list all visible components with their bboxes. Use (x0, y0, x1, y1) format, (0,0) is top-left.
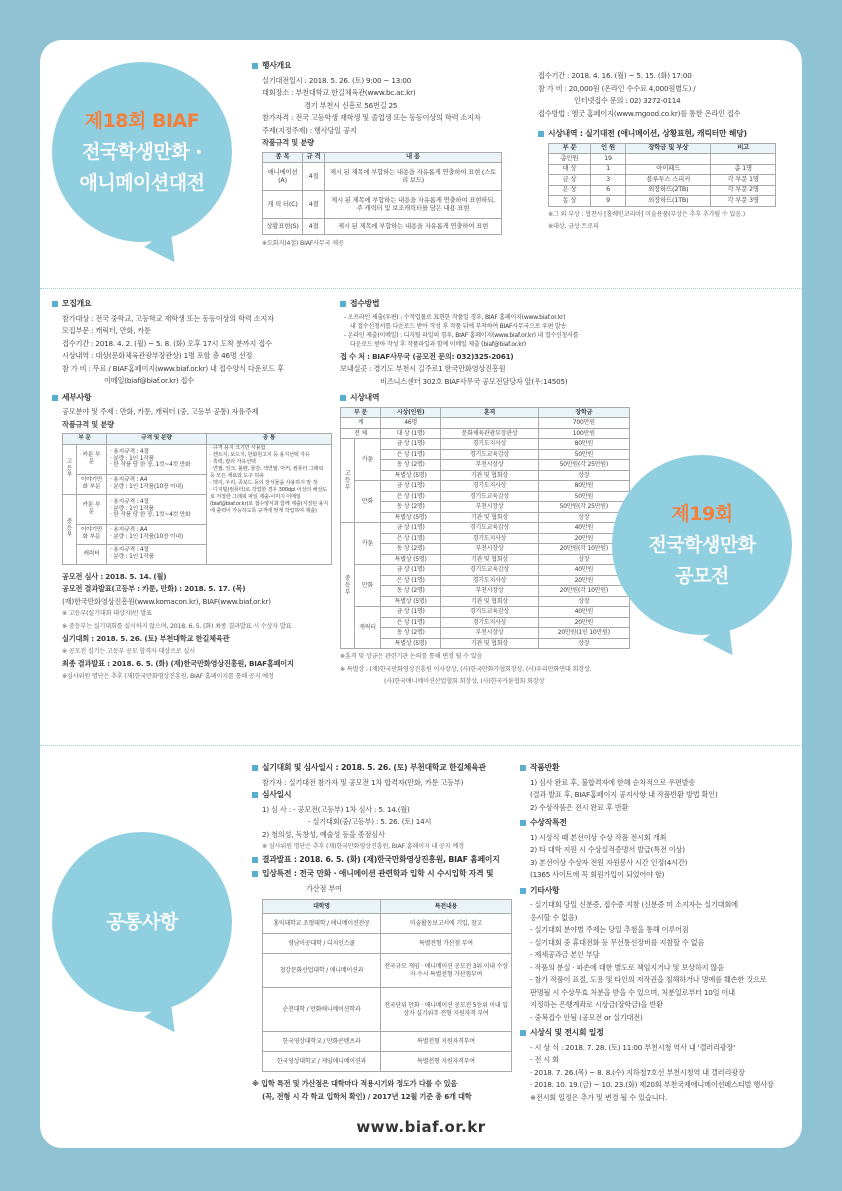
info-line: - 제세공과금 본인 부담 (530, 950, 600, 959)
biaf19-title-line3: 공모전 (675, 564, 729, 587)
info-line: 경기 부천시 신흥로 56번길 25 (304, 100, 398, 110)
table-cell: 제시 된 제목에 부합하는 내용을 자유롭게 연출하여 표현하되, 주 캐릭터 및 보조캐릭터를 담은 내용 표현 (325, 191, 502, 219)
biaf19-overview (52, 298, 332, 683)
note: ※ 중등부는 실기대회를 실시하지 않으며, 2018. 6. 5. (화) 최종 결과발표 시 수상자 발표 (62, 622, 292, 630)
biaf19-title-bubble (612, 455, 792, 635)
table-cell: 영남이공대학 / 디지인스쿨 (263, 934, 381, 954)
table-cell: 50만원(각 25만원) (538, 502, 629, 513)
table-cell: 40만원 (538, 565, 629, 576)
common-left (252, 762, 512, 1103)
table-cell: 한국영상대학교 / 만화콘텐츠과 (263, 1032, 381, 1052)
table-cell: · 규격 용지 크기만 사용함 · 켄트지, 보드지, 한화원고지 등 용지선택 자유 · 흑백, 칼라 자유선택 · 연필, 잉크, 볼펜, 물감, 색연필, 마커, 컴퓨터 그래픽 등 모든 재료와 도구 허용 · 맥지, 우리, 종보드 등의 장식물을 사용하지 말 것 · 디지털(컴퓨터)로 작업한 경우 300dpi 이상의 해상도로 저장한 그래픽 파일 제출-이미지 이메일 (biaf@biaf.or.kr)로 접수양식과 함께 제출(지정된 용지에 출력이 가능하도록 규격에 맞게 작업하여 제출) (207, 444, 332, 564)
table-cell: 은 상 (1명) (381, 491, 441, 502)
info-line: 주제(지정주제) : 행사당일 공지 (262, 125, 357, 135)
table-cell: 50만원 (538, 449, 629, 460)
section-heading: 행사개요 (252, 60, 532, 73)
table-cell: 은 상 (1명) (381, 533, 441, 544)
table-cell: 동 상 (2명) (381, 544, 441, 555)
table-cell: 은 상 (1명) (381, 449, 441, 460)
table-cell: 20만원(1인 10만원) (538, 628, 629, 639)
table-header: 대학명 (263, 900, 381, 914)
table-header: 부 문 (341, 407, 381, 418)
subheading: 작품규격 및 분량 (262, 138, 314, 147)
table-cell: 금 상 (1명) (381, 565, 441, 576)
info-line: - 참가 작품이 표절, 도용 및 타인의 저작권을 침해하거나 명예를 훼손한 것으로 (530, 975, 767, 984)
info-line: 접수기간 : 2018. 4. 2. (월) ~ 5. 8. (화) 오후 17시 도착 분까지 접수 (62, 338, 272, 348)
table-cell: 4절 (303, 163, 325, 191)
info-line: 참 가 비 : 무료 / BIAF홈페이지(www.biaf.or.kr) 내 접수양식 다운로드 후 (62, 363, 284, 373)
section-heading: 모집개요 (52, 298, 332, 311)
info-line: (1365 사이트에 꼭 회원가입이 되었어야 함) (530, 870, 665, 879)
info-line: 2) 타 대학 지원 시 수상실적증명서 발급(특전 이상) (530, 845, 685, 854)
info-line: 공모분야 및 주제 : 만화, 카툰, 캐릭터 (중, 고등부 공통) 자유주제 (62, 407, 259, 416)
table-cell: 동 상 (2명) (381, 460, 441, 471)
info-line: 3) 본선이상 수상자 전원 자원봉사 시간 인정(4시간) (530, 857, 688, 867)
table-cell: 순천대학 / 만화애니메이션학과 (263, 988, 381, 1032)
table-cell: 청강문화산업대학 / 애니메이션과 (263, 954, 381, 988)
table-cell: 중등부 (341, 523, 355, 649)
info-line: 판명될 시 수상무효 처분을 받을 수 있으며, 처분일로부터 10일 이내 (530, 987, 735, 997)
table-cell: 20만원 (538, 575, 629, 586)
table-cell: 부천시장상 (441, 502, 538, 513)
table-cell: 40만원 (538, 523, 629, 534)
table-cell: 카툰 부문 (77, 444, 107, 474)
table-header: 규 격 (303, 152, 325, 163)
table-cell: 상장 (538, 512, 629, 523)
info-line: 모집부문 : 캐릭터, 만화, 카툰 (62, 326, 151, 335)
table-cell: 만화 (355, 565, 381, 607)
info-line: 접수방법 : 엠굿 홈페이지(www.mgood.co.kr)를 통한 온라인 접수 (538, 108, 741, 118)
table-header: 특전내용 (381, 900, 512, 914)
info-line: 실기대전일시 : 2018. 5. 26. (토) 9:00 ~ 13:00 (262, 75, 412, 85)
table-cell: 경기도지사상 (441, 439, 538, 450)
table-header: 부 문 (549, 143, 591, 154)
table-cell: 은 상 (1명) (381, 575, 441, 586)
section-heading: 수상작특전 (520, 817, 798, 830)
biaf19-title-line1: 제19회 (671, 502, 733, 525)
subheading: 작품규격 및 분량 (62, 419, 114, 429)
table-cell: 경기도지사상 (441, 533, 538, 544)
info-line: 대회장소 : 부천대학교 한길체육관(www.bc.ac.kr) (262, 88, 416, 97)
table-cell: 특별전형 가산점 부여 (381, 934, 512, 954)
table-cell: 금 상 (1명) (381, 607, 441, 618)
divider (40, 745, 802, 746)
table-cell: 동 상 (2명) (381, 628, 441, 639)
table-cell: 카툰 부문 (77, 494, 107, 524)
table-header: 인 원 (590, 143, 625, 154)
biaf18-apply (538, 70, 788, 234)
table-cell: 50만원 (538, 491, 629, 502)
table-cell: 미술활동보고서에 기입, 참고 (381, 914, 512, 934)
table-cell: · 용지규격 : 4절 · 분량 : 1인 1작품 · 한 작품 당 한 장, 1컷~4컷 만화 (107, 444, 207, 474)
table-cell: 9 (590, 196, 625, 207)
info-line: - 중복접수 안됨 (공모전 or 실기대전) (530, 1012, 643, 1022)
table-cell: 캐릭터 (77, 544, 107, 564)
table-cell: 700만원 (538, 418, 629, 429)
info-line: 인터넷접수 문의 : 02) 3272-0114 (574, 96, 681, 105)
table-cell: 46명 (381, 418, 441, 429)
table-cell: 애니메이션 (A) (263, 163, 303, 191)
table-cell: 기관 및 협회상 (441, 470, 538, 481)
info-line: 다운로드 받아 작성 후 작품파일과 함께 이메일 제출 (biaf@biaf.or.kr) (350, 340, 526, 348)
table-header: 부 문 (63, 434, 107, 445)
table-cell: 상장 (538, 638, 629, 649)
table-cell: 게 릭 터(C) (263, 191, 303, 219)
table-cell: 금 상 (1명) (381, 481, 441, 492)
table-cell: 경기도지사상 (441, 617, 538, 628)
table-cell: 전 체 (341, 428, 381, 439)
table-cell: 100만원 (538, 428, 629, 439)
info-line: 시상내역 : 대상(문화체육관광부장관상) 1명 포함 총 46명 선정 (62, 351, 253, 360)
info-line: · 2018. 7. 26.(목) ~ 8. 8.(수) 지하철7호선 부천시청역 내 갤러리광장 (530, 1067, 745, 1077)
info-line: - 실기대회(중/고등부) : 5. 26. (토) 14시 (308, 817, 432, 826)
table-header: 장학금 (538, 407, 629, 418)
note: ※도화지(4절) BIAF사무국 제공 (262, 240, 344, 247)
info-line: 참가대상 : 전국 중학교, 고등학교 재학생 또는 동등이상의 학력 소지자 (62, 313, 274, 323)
section-heading: 결과발표 : 2018. 6. 5. (화) (재)한국만화영상진흥원, BIAF 홈페이지 (252, 854, 512, 867)
table-cell: 경기도교육감상 (441, 565, 538, 576)
table-cell: 경기도교육감상 (441, 491, 538, 502)
info-line: 지정하는 은행계좌로 시상금(장학금)을 반환 (530, 1000, 663, 1009)
table-header: 훈격 (441, 407, 538, 418)
note: ※ 특별상 : (재)한국만화영상진흥원 이사장상, (사)한국만화가협회장상, (사)우리만화연대 회장상, (340, 665, 592, 673)
table-cell: 특별상 (5명) (381, 596, 441, 607)
note: ※훈격 및 상금은 관련기관 논의를 통해 변경 될 수 있음 (340, 653, 483, 660)
biaf18-title-bubble (52, 62, 232, 242)
note: ※그 외 부상 : 협찬사 [홀베인코리아] 미술용품(부상은 추후 추가될 수 있음.) (548, 210, 745, 218)
table-cell: 카툰 (355, 523, 381, 565)
table-cell: 홍익대학교 조형대학 / 애니메이션전공 (263, 914, 381, 934)
note: ※ 공모전 실기는 고등부 공모 합격자 대상으로 실시 (62, 647, 195, 655)
table-cell: 4절 (303, 191, 325, 219)
info-line: 보내실곳 : 경기도 부천시 길주로1 한국만화영상진흥원 (340, 364, 506, 373)
table-cell: 금 상 (1명) (381, 523, 441, 534)
table-cell: · 용지규격 : 4절 · 분량 : 1인 1작품 (107, 544, 207, 564)
note: (꼭, 전형 시 각 학교 입학처 확인) / 2017년 12월 기준 총 6개 대학 (262, 1091, 472, 1101)
table-cell (441, 418, 538, 429)
note: ※심사위원 명단은 추후 (재)한국만화영상진흥원, BIAF 홈페이지를 통해 공지 예정 (62, 672, 274, 680)
section-heading: 세부사항 (52, 392, 332, 405)
table-cell: 경기도교육감상 (441, 523, 538, 534)
section-heading: 심사일시 (252, 789, 512, 802)
note: ※대상, 금상 트로피 (548, 223, 599, 230)
info-line: 참가자격 : 전국 고등학생 재학생 및 졸업생 또는 동등이상의 학력 소지자 (262, 113, 481, 122)
table-cell: 4절 (303, 219, 325, 235)
info-line: 접수기간 : 2018. 4. 16. (월) ~ 5. 15. (화) 17:00 (538, 71, 692, 80)
table-cell: 20만원 (538, 533, 629, 544)
common-title: 공통사항 (106, 910, 178, 933)
section-heading: 작품반환 (520, 762, 798, 775)
table-cell: · 용지규격 : 4절 · 분량 : 1인 1작품 · 한 작품 당 한 장, 1컷~4컷 만화 (107, 494, 207, 524)
table-cell: 계 (341, 418, 381, 429)
table-cell: 특별상 (5명) (381, 512, 441, 523)
biaf18-title-line1: 제18회 BIAF (84, 109, 200, 132)
university-table (262, 899, 512, 1072)
table-cell: 상장 (538, 554, 629, 565)
table-cell: 80만원 (538, 439, 629, 450)
note: (사)한국애니메이션산업협회 회장상, (사)한국카툰협회 회장상 (384, 678, 545, 685)
table-cell: 경기도지사상 (441, 575, 538, 586)
table-cell: 아이패드 (626, 164, 711, 175)
table-cell: 기관 및 협회상 (441, 554, 538, 565)
info-line: 1) 시상식 때 본선이상 수상 작품 전시회 개최 (530, 832, 667, 842)
info-line: - 실기대회 당일 신분증, 접수증 지참 (신분증 미 소지자는 실기대회에 (530, 900, 738, 909)
divider (40, 288, 802, 289)
info-line: 2) 수상작품은 전시 완료 후 반환 (530, 802, 629, 812)
table-cell: 금 상 (549, 175, 591, 186)
section-heading: 기타사항 (520, 885, 798, 898)
table-cell: 부천시장상 (441, 460, 538, 471)
table-cell: 6 (590, 185, 625, 196)
prize-table (340, 407, 630, 650)
section-heading: 시상식 및 전시회 일정 (520, 1027, 798, 1040)
table-cell: 카툰 (355, 439, 381, 481)
table-cell: 경기도지사상 (441, 481, 538, 492)
spec-table (262, 152, 502, 236)
table-cell: 각 부문 2명 (711, 185, 776, 196)
note: ※ 입학 특전 및 가산점은 대학마다 적용시기와 정도가 다를 수 있음 (252, 1079, 458, 1088)
info-line: - 실기대회 중 휴대전화 등 무선통신장비를 지참할 수 없음 (530, 937, 705, 947)
info-line: 공모전 심사 : 2018. 5. 14. (월) (62, 571, 167, 581)
table-cell: 문화체육관광부장관상 (441, 428, 538, 439)
info-line: 응시할 수 없음) (530, 912, 578, 922)
info-line: - 오프라인 제출(우편) : 수작업물로 표현한 작품일 경우, BIAF 홈페이지(www.biaf.or.kr) (344, 313, 566, 321)
table-cell: 금 상 (1명) (381, 439, 441, 450)
website-footer[interactable]: www.biaf.or.kr (356, 1118, 486, 1136)
table-cell: 부천시장상 (441, 544, 538, 555)
common-right (520, 762, 798, 1104)
table-cell: 특별상 (5명) (381, 638, 441, 649)
table-cell: 기관 및 협회상 (441, 512, 538, 523)
table-cell: 40만원 (538, 607, 629, 618)
table-cell: 만화 (355, 481, 381, 523)
info-line: 비즈니스센터 302호 BIAF사무국 공모전담당자 앞(우:14505) (380, 376, 568, 386)
table-cell: 20만원(각 10만원) (538, 544, 629, 555)
table-cell: 전국단위 만화 · 애니메이션 공모전 5등위 이내 입상자 실기위주 전형 지원자격 부여 (381, 988, 512, 1032)
table-cell: 고등부 (63, 444, 77, 494)
table-header: 내 용 (325, 152, 502, 163)
section-heading: 시상내역 (340, 392, 640, 405)
table-header: 시상(인원) (381, 407, 441, 418)
table-cell: · 용지규격 : A4 · 분량 : 1인 1작품(10장 이내) (107, 524, 207, 544)
info-line: 공모전 결과발표(고등부 : 카툰, 만화) : 2018. 5. 17. (목) (62, 584, 246, 593)
table-cell: 19 (590, 154, 625, 165)
table-cell: 각 부문 3명 (711, 196, 776, 207)
table-cell: 이야기만화 부문 (77, 474, 107, 494)
biaf19-title-line2: 전국학생만화 (648, 533, 756, 556)
award-table (548, 143, 776, 207)
table-cell: 상장 (538, 470, 629, 481)
table-cell: 기관 및 협회상 (441, 596, 538, 607)
info-line: 1) 심사 완료 후, 불합격자에 한해 순차적으로 우편발송 (530, 777, 696, 787)
table-cell: 동 상 (2명) (381, 586, 441, 597)
info-line: 참가자 : 실기대전 참가자 및 공모전 1차 합격자(만화, 카툰 고등부) (262, 777, 464, 787)
info-line: 2) 청의성, 독창성, 예술성 등을 종점심사 (262, 829, 385, 839)
table-cell: 총인원 (549, 154, 591, 165)
table-cell: 총 1명 (711, 164, 776, 175)
info-line: (결과 발표 후, BIAF홈페이지 공지사항 내 작품반환 방법 확인) (530, 790, 718, 799)
table-cell: 부천시장상 (441, 628, 538, 639)
table-cell: 대 상 (549, 164, 591, 175)
table-header: 규격 및 분량 (107, 434, 207, 445)
biaf18-title-line2: 전국학생만화 · (82, 140, 202, 163)
table-cell: 외장하드(2TB) (626, 185, 711, 196)
info-line: 참 가 비 : 20,000원 (온라인 수수료 4,000원별도) / (538, 83, 696, 93)
info-line: 가산점 부여 (306, 883, 342, 893)
biaf18-overview (252, 60, 532, 251)
info-line: 내 접수신청서를 다운로드 받아 작성 후 작품 뒤에 부착하여 BIAF사무국으로 우편 발송 (350, 322, 567, 330)
table-cell: 80만원 (538, 481, 629, 492)
table-cell: 전국규모 게임 · 애니메이션 공모전 3위 이내 수상자 수시 특별전형 가산점부여 (381, 954, 512, 988)
table-cell: 고등부 (341, 439, 355, 523)
table-cell: 은 상 (549, 185, 591, 196)
table-cell: 캐릭터 (355, 607, 381, 649)
table-cell: 이야기만화 부문 (77, 524, 107, 544)
info-line: 접 수 처 : BIAF사무국 (공모전 문의: 032)325-2061) (340, 351, 514, 361)
table-cell: 50만원(각 25만원) (538, 460, 629, 471)
info-line: · 2018. 10. 19.(금) ~ 10. 23.(화) 제20회 부천국제애니메이션페스티벌 행사장 (530, 1080, 774, 1089)
table-header: 비고 (711, 143, 776, 154)
info-line: 최종 결과발표 : 2018. 6. 5. (화) (재)한국만화영상진흥원, BIAF홈페이지 (62, 659, 294, 668)
info-line: - 전 시 회 (530, 1055, 559, 1064)
info-line: 1) 심 사 : - 공모전(고등부) 1차 심사 : 5. 14.(월) (262, 804, 410, 814)
table-cell: 동 상 (549, 196, 591, 207)
biaf19-apply (340, 298, 640, 689)
table-cell: 제시 된 제목에 부합하는 내용을 자유롭게 연출하여 표현 (325, 219, 502, 235)
common-title-bubble (52, 832, 232, 1012)
table-cell: 블루투스 스피커 (626, 175, 711, 186)
table-cell: 중등부 (63, 494, 77, 564)
table-header: 종 목 (263, 152, 303, 163)
section-heading: 입상특전 : 전국 만화 · 애니메이션 관련학과 입학 시 수시입학 자격 및 (252, 868, 512, 881)
table-cell: 상장 (538, 596, 629, 607)
table-cell: 1 (590, 164, 625, 175)
info-line: - 실기대회 분야별 주제는 당일 추첨을 통해 이루어짐 (530, 925, 689, 934)
section-heading: 실기대회 및 심사일시 : 2018. 5. 26. (토) 부천대학교 한길체육관 (252, 762, 512, 775)
section-heading: 접수방법 (340, 298, 640, 311)
table-cell: 특별전형 지원자격부여 (381, 1032, 512, 1052)
table-header: 장학금 및 부상 (626, 143, 711, 154)
info-line: ※전시회 일정은 추가 및 변경 될 수 있습니다. (530, 1092, 668, 1102)
table-header: 공 통 (207, 434, 332, 445)
table-cell: 상황표현(S) (263, 219, 303, 235)
table-cell: · 용지규격 : A4 · 분량 : 1인 1작품(10장 이내) (107, 474, 207, 494)
table-cell: 동 상 (2명) (381, 502, 441, 513)
table-cell: 외장하드(1TB) (626, 196, 711, 207)
table-cell: 대 상 (1명) (381, 428, 441, 439)
table-cell: 경기도교육감상 (441, 449, 538, 460)
section-heading: 시상내역 : 실기대전 (애니메이션, 상황표현, 캐릭터만 해당) (538, 128, 788, 141)
table-cell: 은 상 (1명) (381, 617, 441, 628)
spec-table (62, 433, 332, 565)
info-line: - 작품의 분실 · 파손에 대한 별도로 책임지거나 및 보상하지 않음 (530, 962, 724, 972)
table-cell: 제시 된 제목에 부합하는 내용을 자유롭게 연출하여 표현 (스토리 보드) (325, 163, 502, 191)
table-cell: 3 (590, 175, 625, 186)
info-line: 실기대회 : 2018. 5. 26. (토) 부천대학교 한길체육관 (62, 634, 230, 643)
table-cell: 각 부문 1명 (711, 175, 776, 186)
note: ※ 심사위원 명단은 추후 (재)한국만화영상진흥원, BIAF 홈페이지 내 공지 예정 (262, 843, 464, 850)
biaf18-title-line3: 애니메이션대전 (79, 171, 205, 194)
table-cell: 부천시장상 (441, 586, 538, 597)
table-cell: 한국영상대학교 / 게임애니메이션과 (263, 1052, 381, 1072)
table-cell: 특별상 (5명) (381, 470, 441, 481)
info-line: (재)한국만화영상진흥원(www.komacon.kr), BIAF(www.biaf.or.kr) (62, 596, 271, 606)
table-cell: 경기도교육감상 (441, 607, 538, 618)
table-cell: 특별전형 지원자격부여 (381, 1052, 512, 1072)
table-cell: 특별상 (5명) (381, 554, 441, 565)
info-line: - 시 상 식 : 2018. 7. 28. (토) 11:00 부천시청 역사 내 '갤러리광장' (530, 1042, 735, 1052)
info-line: - 온라인 제출(이메일) : 디지털 파일의 경우, BIAF 홈페이지(www.biaf.or.kr) 내 접수신청서를 (344, 331, 579, 339)
info-line: 이메일(biaf@biaf.or.kr) 접수 (104, 376, 195, 385)
table-cell: 20만원 (538, 617, 629, 628)
table-cell: 20만원(각 10만원) (538, 586, 629, 597)
table-cell: 기관 및 협회상 (441, 638, 538, 649)
note: ※ 고등부(실기대회 대상자)만 발표 (62, 610, 152, 617)
